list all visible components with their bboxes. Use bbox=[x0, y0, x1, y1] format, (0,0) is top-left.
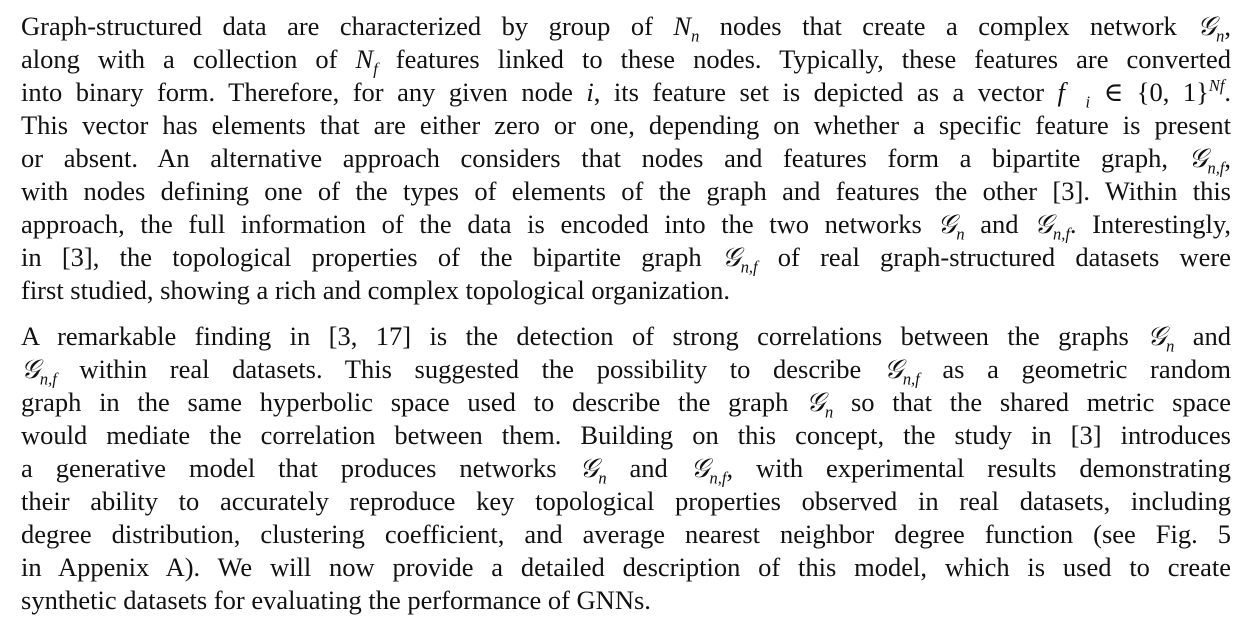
text-run: along with a collection of bbox=[21, 44, 356, 74]
text-line bbox=[21, 241, 1231, 277]
text-run: of real graph-structured datasets were bbox=[757, 242, 1231, 272]
text-line bbox=[21, 353, 1232, 389]
text-run: , with experimental results demonstrating bbox=[726, 453, 1231, 483]
math-symbol: i bbox=[1085, 92, 1091, 112]
text-run: with nodes defining one of the types of elements of the graph and features the other [3]. Within this bbox=[21, 176, 1231, 206]
math-symbol: n bbox=[1216, 26, 1225, 46]
math-symbol: n bbox=[956, 224, 965, 244]
math-symbol: n,f bbox=[902, 369, 920, 389]
text-run: graph in the same hyperbolic space used to describe the graph bbox=[21, 387, 807, 417]
math-symbol: n,f bbox=[709, 468, 727, 488]
math-symbol: 𝒢 bbox=[937, 209, 957, 240]
text-run: This vector has elements that are either zero or one, depending on whether a specific feature is present bbox=[21, 110, 1231, 140]
text-run: A remarkable finding in [3, 17] is the detection of strong correlations between the graphs bbox=[21, 321, 1148, 351]
text-run: their ability to accurately reproduce key topological properties observed in real datasets, including bbox=[21, 486, 1231, 516]
text-run: and bbox=[1174, 321, 1231, 351]
text-run: nodes that create a complex network bbox=[699, 11, 1198, 41]
math-symbol: 𝒢 bbox=[1188, 143, 1208, 174]
math-symbol: i bbox=[586, 77, 594, 107]
text-run: degree distribution, clustering coefficient, and average nearest neighbor degree function (see Fig. 5 bbox=[21, 519, 1231, 549]
math-symbol: 𝒢 bbox=[1034, 209, 1053, 240]
math-symbol: N bbox=[673, 11, 692, 41]
text-run: as a geometric random bbox=[919, 354, 1232, 384]
text-line bbox=[21, 76, 1232, 112]
math-symbol: 𝒢 bbox=[806, 387, 826, 418]
text-run: and bbox=[606, 453, 691, 483]
math-symbol: f⃗ bbox=[1057, 77, 1086, 107]
math-symbol: 𝒢 bbox=[1147, 321, 1167, 352]
text-line bbox=[21, 43, 1231, 79]
text-run: first studied, showing a rich and complex topological organization. bbox=[21, 275, 730, 305]
text-run: and bbox=[964, 209, 1035, 239]
text-run: into binary form. Therefore, for any given node bbox=[21, 77, 587, 107]
text-run: within real datasets. This suggested the possibility to describe bbox=[56, 354, 884, 384]
math-symbol: 𝒢 bbox=[690, 453, 710, 484]
math-symbol: 𝒢 bbox=[21, 354, 40, 385]
text-line bbox=[21, 584, 1231, 617]
text-run: in Appenix A). We will now provide a detailed description of this model, which is used to create bbox=[21, 552, 1231, 582]
text-run: in [3], the topological properties of the bipartite graph bbox=[21, 242, 722, 272]
text-line bbox=[21, 485, 1231, 518]
text-run: , bbox=[1224, 143, 1231, 173]
text-line bbox=[21, 551, 1231, 584]
math-symbol: n bbox=[598, 468, 607, 488]
text-run: would mediate the correlation between them. Building on this concept, the study in [3] introduces bbox=[21, 420, 1231, 450]
math-symbol: n,f bbox=[1053, 224, 1070, 244]
math-symbol: N bbox=[355, 44, 374, 74]
math-symbol: n,f bbox=[1207, 158, 1225, 178]
text-line bbox=[21, 419, 1231, 452]
math-symbol: 𝒢 bbox=[721, 242, 741, 273]
text-line bbox=[21, 518, 1231, 551]
text-run: features linked to these nodes. Typically, these features are converted bbox=[377, 44, 1231, 74]
text-run: synthetic datasets for evaluating the performance of GNNs. bbox=[21, 585, 651, 615]
math-symbol: n,f bbox=[740, 257, 758, 277]
text-run: or absent. An alternative approach considers that nodes and features form a bipartite graph, bbox=[21, 143, 1189, 173]
text-line bbox=[21, 274, 1231, 307]
text-run: , bbox=[1224, 11, 1231, 41]
text-line bbox=[21, 208, 1232, 244]
text-line bbox=[21, 320, 1231, 356]
math-symbol: 𝒢 bbox=[883, 354, 903, 385]
paragraph bbox=[21, 320, 1231, 617]
text-line bbox=[21, 452, 1231, 488]
text-line bbox=[21, 386, 1231, 422]
math-symbol: n,f bbox=[39, 369, 57, 389]
math-symbol: f bbox=[373, 59, 378, 79]
text-run: Graph-structured data are characterized by group of bbox=[21, 11, 674, 41]
math-symbol: n bbox=[825, 402, 834, 422]
text-run: so that the shared metric space bbox=[833, 387, 1231, 417]
text-run: ∈ {0, 1} bbox=[1090, 77, 1209, 107]
paragraph bbox=[21, 10, 1231, 307]
text-line bbox=[21, 109, 1231, 142]
math-symbol: n bbox=[691, 26, 700, 46]
text-line bbox=[21, 10, 1231, 46]
math-symbol: 𝒢 bbox=[1197, 11, 1217, 42]
text-run: approach, the full information of the data is encoded into the two networks bbox=[21, 209, 938, 239]
text-run: , its feature set is depicted as a vector bbox=[593, 77, 1058, 107]
text-line bbox=[21, 175, 1231, 208]
math-symbol: 𝒢 bbox=[579, 453, 599, 484]
math-symbol: Nf bbox=[1208, 76, 1225, 96]
text-run: . Interestingly, bbox=[1069, 209, 1232, 239]
text-line bbox=[21, 142, 1231, 178]
math-symbol: n bbox=[1166, 336, 1175, 356]
text-run: . bbox=[1224, 77, 1232, 107]
text-run: a generative model that produces networks bbox=[21, 453, 580, 483]
